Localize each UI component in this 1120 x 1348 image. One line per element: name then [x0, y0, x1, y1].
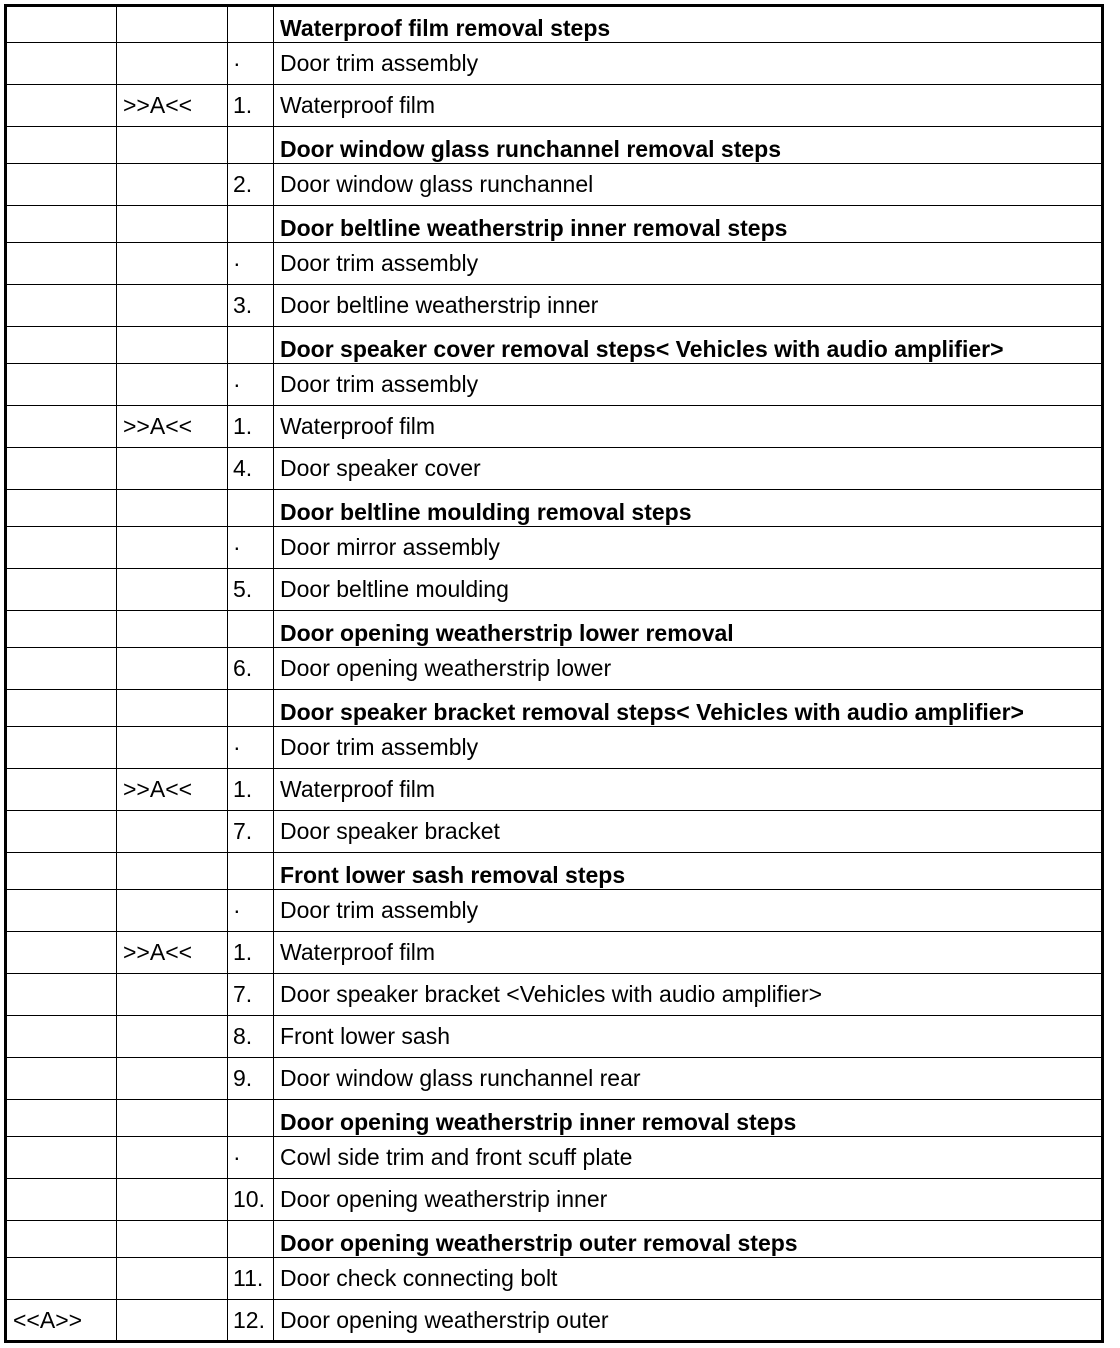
removal-ref-cell: [117, 569, 228, 611]
step-description: Waterproof film: [274, 85, 1103, 127]
removal-ref-cell: >>A<<: [117, 406, 228, 448]
removal-ref-cell: [117, 811, 228, 853]
install-ref-cell: [6, 164, 117, 206]
section-heading-row: [6, 490, 1103, 527]
removal-ref-cell: >>A<<: [117, 769, 228, 811]
section-heading: Door opening weatherstrip lower removal: [274, 611, 1103, 648]
removal-ref-cell: [117, 327, 228, 364]
step-description: Door window glass runchannel: [274, 164, 1103, 206]
removal-ref-cell: [117, 1221, 228, 1258]
install-ref-cell: [6, 1137, 117, 1179]
install-ref-cell: [6, 769, 117, 811]
section-heading-row: [6, 6, 1103, 43]
step-description: Door opening weatherstrip lower: [274, 648, 1103, 690]
table-row: [6, 527, 1103, 569]
install-ref-cell: [6, 727, 117, 769]
table-row: [6, 974, 1103, 1016]
step-number-cell: [228, 1100, 274, 1137]
section-heading: Waterproof film removal steps: [274, 6, 1103, 43]
table-row: [6, 1258, 1103, 1300]
table-row: [6, 85, 1103, 127]
step-number-cell: 4.: [228, 448, 274, 490]
step-number-cell: 1.: [228, 932, 274, 974]
table-row: [6, 811, 1103, 853]
section-heading-row: [6, 853, 1103, 890]
removal-ref-cell: [117, 974, 228, 1016]
step-description: Door trim assembly: [274, 43, 1103, 85]
step-number-cell: 3.: [228, 285, 274, 327]
step-number-cell: 1.: [228, 406, 274, 448]
table-row: [6, 1179, 1103, 1221]
install-ref-cell: [6, 611, 117, 648]
section-heading: Front lower sash removal steps: [274, 853, 1103, 890]
step-number-cell: ·: [228, 527, 274, 569]
removal-ref-cell: [117, 611, 228, 648]
install-ref-cell: [6, 1179, 117, 1221]
install-ref-cell: [6, 853, 117, 890]
install-ref-cell: [6, 974, 117, 1016]
install-ref-cell: [6, 85, 117, 127]
removal-ref-cell: [117, 1137, 228, 1179]
removal-ref-cell: [117, 1258, 228, 1300]
removal-ref-cell: [117, 690, 228, 727]
step-number-cell: [228, 1221, 274, 1258]
step-number-cell: ·: [228, 890, 274, 932]
install-ref-cell: [6, 243, 117, 285]
removal-ref-cell: [117, 285, 228, 327]
removal-ref-cell: [117, 243, 228, 285]
table-row: [6, 364, 1103, 406]
table-row: [6, 406, 1103, 448]
step-description: Door trim assembly: [274, 364, 1103, 406]
step-description: Door window glass runchannel rear: [274, 1058, 1103, 1100]
section-heading-row: [6, 127, 1103, 164]
table-row: [6, 769, 1103, 811]
install-ref-cell: [6, 364, 117, 406]
table-row: [6, 164, 1103, 206]
step-description: Cowl side trim and front scuff plate: [274, 1137, 1103, 1179]
step-number-cell: ·: [228, 727, 274, 769]
install-ref-cell: [6, 1221, 117, 1258]
step-description: Door beltline weatherstrip inner: [274, 285, 1103, 327]
table-row: [6, 569, 1103, 611]
install-ref-cell: [6, 890, 117, 932]
table-row: [6, 43, 1103, 85]
section-heading-row: [6, 327, 1103, 364]
install-ref-cell: [6, 1100, 117, 1137]
removal-steps-table: [4, 4, 1104, 1343]
removal-ref-cell: [117, 43, 228, 85]
removal-ref-cell: [117, 206, 228, 243]
step-number-cell: [228, 127, 274, 164]
step-number-cell: [228, 853, 274, 890]
step-number-cell: 8.: [228, 1016, 274, 1058]
removal-ref-cell: [117, 1016, 228, 1058]
table-row: [6, 1300, 1103, 1342]
removal-ref-cell: [117, 448, 228, 490]
install-ref-cell: [6, 932, 117, 974]
removal-ref-cell: [117, 727, 228, 769]
removal-ref-cell: [117, 648, 228, 690]
step-description: Door opening weatherstrip outer: [274, 1300, 1103, 1342]
table-row: [6, 243, 1103, 285]
table-row: [6, 285, 1103, 327]
removal-ref-cell: [117, 490, 228, 527]
step-number-cell: 2.: [228, 164, 274, 206]
step-number-cell: ·: [228, 1137, 274, 1179]
install-ref-cell: [6, 127, 117, 164]
install-ref-cell: [6, 1016, 117, 1058]
section-heading: Door opening weatherstrip outer removal steps: [274, 1221, 1103, 1258]
table-row: [6, 1058, 1103, 1100]
section-heading: Door beltline weatherstrip inner removal steps: [274, 206, 1103, 243]
step-number-cell: 12.: [228, 1300, 274, 1342]
section-heading-row: [6, 611, 1103, 648]
section-heading: Door opening weatherstrip inner removal steps: [274, 1100, 1103, 1137]
step-description: Door mirror assembly: [274, 527, 1103, 569]
table-row: [6, 448, 1103, 490]
table-row: [6, 1016, 1103, 1058]
removal-ref-cell: [117, 6, 228, 43]
install-ref-cell: [6, 527, 117, 569]
install-ref-cell: [6, 406, 117, 448]
step-number-cell: 6.: [228, 648, 274, 690]
install-ref-cell: [6, 648, 117, 690]
removal-ref-cell: [117, 1179, 228, 1221]
step-number-cell: 11.: [228, 1258, 274, 1300]
step-description: Door beltline moulding: [274, 569, 1103, 611]
step-number-cell: ·: [228, 243, 274, 285]
step-number-cell: 7.: [228, 811, 274, 853]
removal-ref-cell: [117, 527, 228, 569]
removal-ref-cell: [117, 164, 228, 206]
removal-ref-cell: >>A<<: [117, 932, 228, 974]
step-number-cell: 5.: [228, 569, 274, 611]
removal-ref-cell: [117, 890, 228, 932]
step-number-cell: ·: [228, 43, 274, 85]
step-description: Waterproof film: [274, 932, 1103, 974]
table-row: [6, 1137, 1103, 1179]
removal-ref-cell: [117, 853, 228, 890]
step-number-cell: 10.: [228, 1179, 274, 1221]
removal-ref-cell: [117, 1300, 228, 1342]
step-number-cell: [228, 611, 274, 648]
install-ref-cell: [6, 490, 117, 527]
step-number-cell: [228, 690, 274, 727]
step-description: Waterproof film: [274, 769, 1103, 811]
install-ref-cell: [6, 1258, 117, 1300]
install-ref-cell: <<A>>: [6, 1300, 117, 1342]
removal-ref-cell: [117, 127, 228, 164]
step-description: Door opening weatherstrip inner: [274, 1179, 1103, 1221]
removal-ref-cell: [117, 1100, 228, 1137]
section-heading-row: [6, 1221, 1103, 1258]
step-number-cell: 1.: [228, 769, 274, 811]
table-row: [6, 727, 1103, 769]
install-ref-cell: [6, 569, 117, 611]
table-row: [6, 932, 1103, 974]
step-description: Door speaker bracket <Vehicles with audio amplifier>: [274, 974, 1103, 1016]
install-ref-cell: [6, 6, 117, 43]
step-number-cell: [228, 6, 274, 43]
section-heading: Door beltline moulding removal steps: [274, 490, 1103, 527]
section-heading-row: [6, 690, 1103, 727]
table-body: [6, 6, 1103, 1342]
step-description: Door speaker cover: [274, 448, 1103, 490]
step-description: Door trim assembly: [274, 727, 1103, 769]
install-ref-cell: [6, 206, 117, 243]
table-row: [6, 648, 1103, 690]
section-heading: Door speaker cover removal steps< Vehicles with audio amplifier>: [274, 327, 1103, 364]
install-ref-cell: [6, 285, 117, 327]
step-number-cell: ·: [228, 364, 274, 406]
install-ref-cell: [6, 43, 117, 85]
step-number-cell: [228, 490, 274, 527]
install-ref-cell: [6, 811, 117, 853]
step-description: Waterproof film: [274, 406, 1103, 448]
removal-ref-cell: [117, 364, 228, 406]
install-ref-cell: [6, 690, 117, 727]
step-description: Door speaker bracket: [274, 811, 1103, 853]
section-heading: Door speaker bracket removal steps< Vehicles with audio amplifier>: [274, 690, 1103, 727]
section-heading: Door window glass runchannel removal steps: [274, 127, 1103, 164]
removal-ref-cell: >>A<<: [117, 85, 228, 127]
section-heading-row: [6, 206, 1103, 243]
install-ref-cell: [6, 448, 117, 490]
step-number-cell: 9.: [228, 1058, 274, 1100]
step-number-cell: 7.: [228, 974, 274, 1016]
step-description: Door trim assembly: [274, 890, 1103, 932]
table-row: [6, 890, 1103, 932]
step-number-cell: [228, 206, 274, 243]
step-description: Door check connecting bolt: [274, 1258, 1103, 1300]
step-description: Door trim assembly: [274, 243, 1103, 285]
section-heading-row: [6, 1100, 1103, 1137]
install-ref-cell: [6, 1058, 117, 1100]
step-description: Front lower sash: [274, 1016, 1103, 1058]
removal-ref-cell: [117, 1058, 228, 1100]
step-number-cell: [228, 327, 274, 364]
install-ref-cell: [6, 327, 117, 364]
step-number-cell: 1.: [228, 85, 274, 127]
